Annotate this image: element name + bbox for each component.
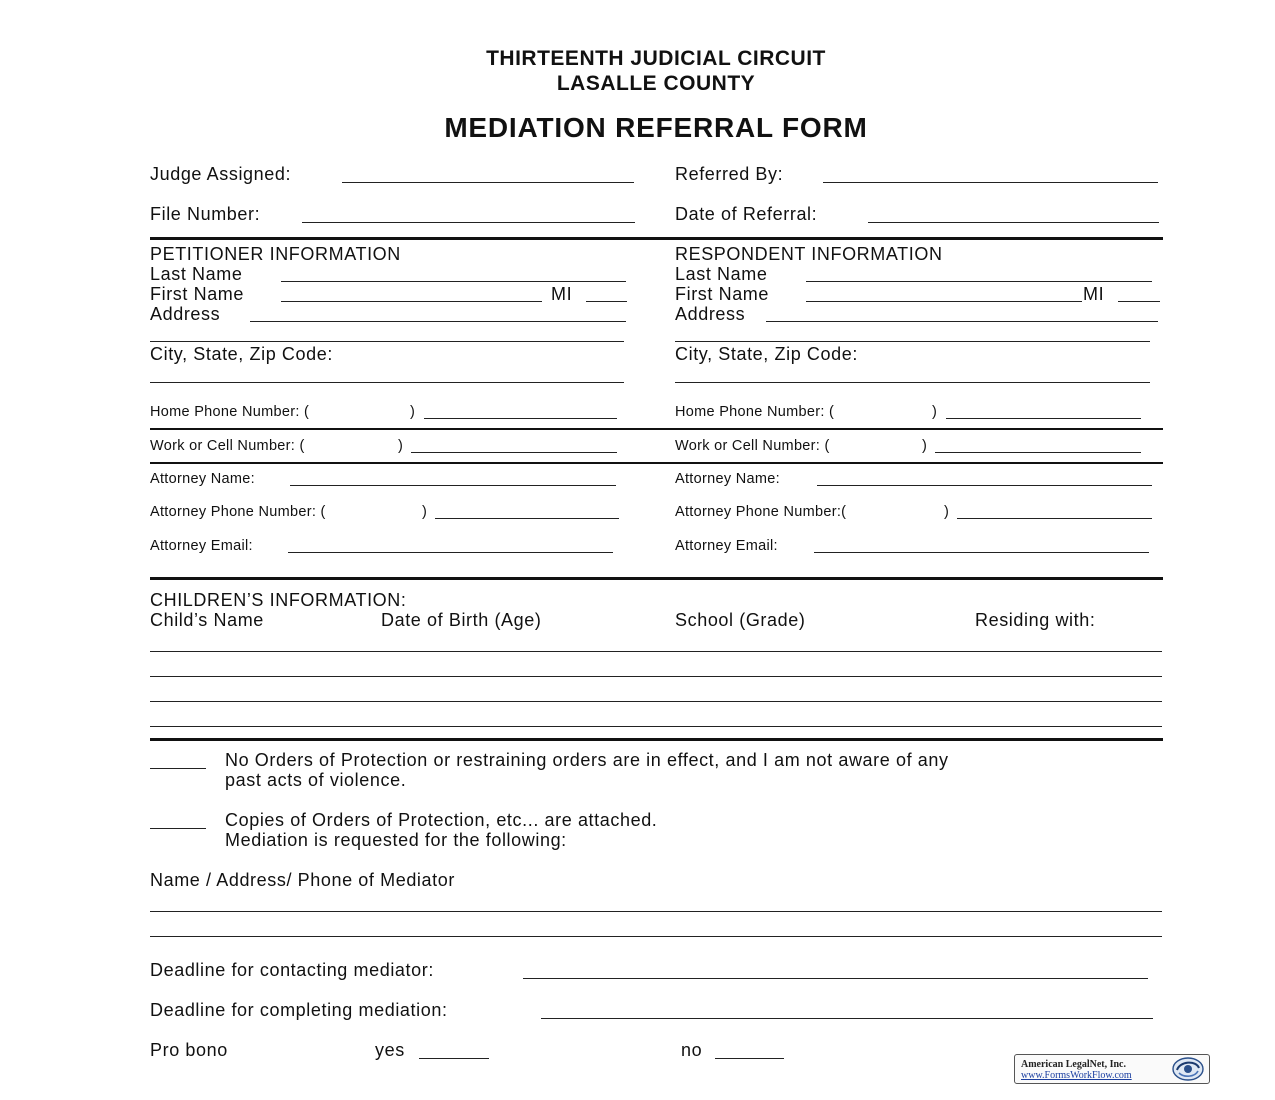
petitioner-last-name-field[interactable] [281, 281, 626, 282]
respondent-work-phone-paren: ) [922, 438, 928, 454]
petitioner-attorney-phone-paren: ) [422, 504, 428, 520]
mediator-line1[interactable] [150, 911, 1162, 912]
petitioner-home-phone-field[interactable] [424, 418, 617, 419]
petitioner-attorney-name-label: Attorney Name: [150, 471, 255, 487]
petitioner-address-line2[interactable] [150, 341, 624, 342]
deadline-contact-label: Deadline for contacting mediator: [150, 960, 434, 980]
orders-attached-checkbox[interactable] [150, 828, 206, 829]
respondent-attorney-email-field[interactable] [814, 552, 1149, 553]
children-col-school: School (Grade) [675, 610, 806, 630]
mediator-line2[interactable] [150, 936, 1162, 937]
petitioner-address-field[interactable] [250, 321, 626, 322]
child-row[interactable] [150, 726, 1162, 727]
respondent-work-phone-label: Work or Cell Number: ( [675, 438, 830, 454]
row-divider [150, 428, 1163, 430]
section-divider [150, 738, 1163, 741]
respondent-city-field[interactable] [675, 382, 1150, 383]
child-row[interactable] [150, 676, 1162, 677]
judge-assigned-label: Judge Assigned: [150, 164, 292, 184]
respondent-home-phone-field[interactable] [946, 418, 1141, 419]
respondent-attorney-email-label: Attorney Email: [675, 538, 778, 554]
orders-attached-line1: Copies of Orders of Protection, etc... are attached. [225, 810, 658, 830]
respondent-address-line2[interactable] [675, 341, 1150, 342]
section-divider [150, 577, 1163, 580]
mediation-requested-text: Mediation is requested for the following: [225, 830, 567, 850]
petitioner-attorney-phone-field[interactable] [435, 518, 619, 519]
pro-bono-yes-label: yes [375, 1040, 405, 1060]
respondent-address-field[interactable] [766, 321, 1158, 322]
respondent-attorney-phone-paren: ) [944, 504, 950, 520]
respondent-address-label: Address [675, 304, 746, 324]
respondent-attorney-phone-field[interactable] [957, 518, 1152, 519]
respondent-city-label: City, State, Zip Code: [675, 344, 858, 364]
no-orders-checkbox[interactable] [150, 768, 206, 769]
respondent-home-phone-paren: ) [932, 404, 938, 420]
mediator-label: Name / Address/ Phone of Mediator [150, 870, 455, 890]
petitioner-home-phone-paren: ) [410, 404, 416, 420]
deadline-contact-field[interactable] [523, 978, 1148, 979]
respondent-attorney-phone-label: Attorney Phone Number:( [675, 504, 847, 520]
globe-swirl-icon [1170, 1056, 1206, 1082]
date-of-referral-field[interactable] [868, 222, 1159, 223]
petitioner-mi-field[interactable] [586, 301, 627, 302]
respondent-home-phone-label: Home Phone Number: ( [675, 404, 835, 420]
date-of-referral-label: Date of Referral: [675, 204, 818, 224]
file-number-field[interactable] [302, 222, 635, 223]
pro-bono-label: Pro bono [150, 1040, 228, 1060]
respondent-work-phone-field[interactable] [935, 452, 1141, 453]
petitioner-home-phone-label: Home Phone Number: ( [150, 404, 310, 420]
children-col-dob: Date of Birth (Age) [381, 610, 542, 630]
referred-by-label: Referred By: [675, 164, 784, 184]
section-divider [150, 237, 1163, 240]
deadline-complete-field[interactable] [541, 1018, 1153, 1019]
petitioner-attorney-email-label: Attorney Email: [150, 538, 253, 554]
american-legalnet-logo[interactable] [1014, 1054, 1210, 1084]
court-name: THIRTEENTH JUDICIAL CIRCUIT [486, 47, 826, 70]
deadline-complete-label: Deadline for completing mediation: [150, 1000, 448, 1020]
respondent-first-name-label: First Name [675, 284, 770, 304]
child-row[interactable] [150, 701, 1162, 702]
pro-bono-no-field[interactable] [715, 1058, 784, 1059]
logo-url[interactable]: www.FormsWorkFlow.com [1021, 1070, 1132, 1081]
respondent-first-name-field[interactable] [806, 301, 1082, 302]
petitioner-address-label: Address [150, 304, 221, 324]
petitioner-work-phone-label: Work or Cell Number: ( [150, 438, 305, 454]
petitioner-heading: PETITIONER INFORMATION [150, 244, 401, 264]
petitioner-last-name-label: Last Name [150, 264, 243, 284]
child-row[interactable] [150, 651, 1162, 652]
respondent-mi-label: MI [1083, 284, 1105, 304]
petitioner-work-phone-field[interactable] [411, 452, 617, 453]
judge-assigned-field[interactable] [342, 182, 634, 183]
children-col-residing: Residing with: [975, 610, 1096, 630]
petitioner-city-field[interactable] [150, 382, 624, 383]
respondent-last-name-label: Last Name [675, 264, 768, 284]
form-title: MEDIATION REFERRAL FORM [444, 112, 868, 143]
petitioner-city-label: City, State, Zip Code: [150, 344, 333, 364]
respondent-heading: RESPONDENT INFORMATION [675, 244, 943, 264]
pro-bono-no-label: no [681, 1040, 703, 1060]
row-divider [150, 462, 1163, 464]
referred-by-field[interactable] [823, 182, 1158, 183]
petitioner-attorney-name-field[interactable] [290, 485, 616, 486]
respondent-mi-field[interactable] [1118, 301, 1160, 302]
logo-company-name: American LegalNet, Inc. [1021, 1059, 1126, 1070]
children-heading: CHILDREN’S INFORMATION: [150, 590, 407, 610]
no-orders-line1: No Orders of Protection or restraining orders are in effect, and I am not aware of any [225, 750, 949, 770]
children-col-name: Child’s Name [150, 610, 264, 630]
no-orders-line2: past acts of violence. [225, 770, 407, 790]
petitioner-work-phone-paren: ) [398, 438, 404, 454]
petitioner-attorney-email-field[interactable] [288, 552, 613, 553]
respondent-attorney-name-label: Attorney Name: [675, 471, 780, 487]
respondent-last-name-field[interactable] [806, 281, 1152, 282]
petitioner-first-name-label: First Name [150, 284, 245, 304]
petitioner-attorney-phone-label: Attorney Phone Number: ( [150, 504, 326, 520]
county-name: LASALLE COUNTY [556, 72, 756, 95]
file-number-label: File Number: [150, 204, 261, 224]
pro-bono-yes-field[interactable] [419, 1058, 489, 1059]
petitioner-mi-label: MI [551, 284, 573, 304]
respondent-attorney-name-field[interactable] [817, 485, 1152, 486]
petitioner-first-name-field[interactable] [281, 301, 542, 302]
